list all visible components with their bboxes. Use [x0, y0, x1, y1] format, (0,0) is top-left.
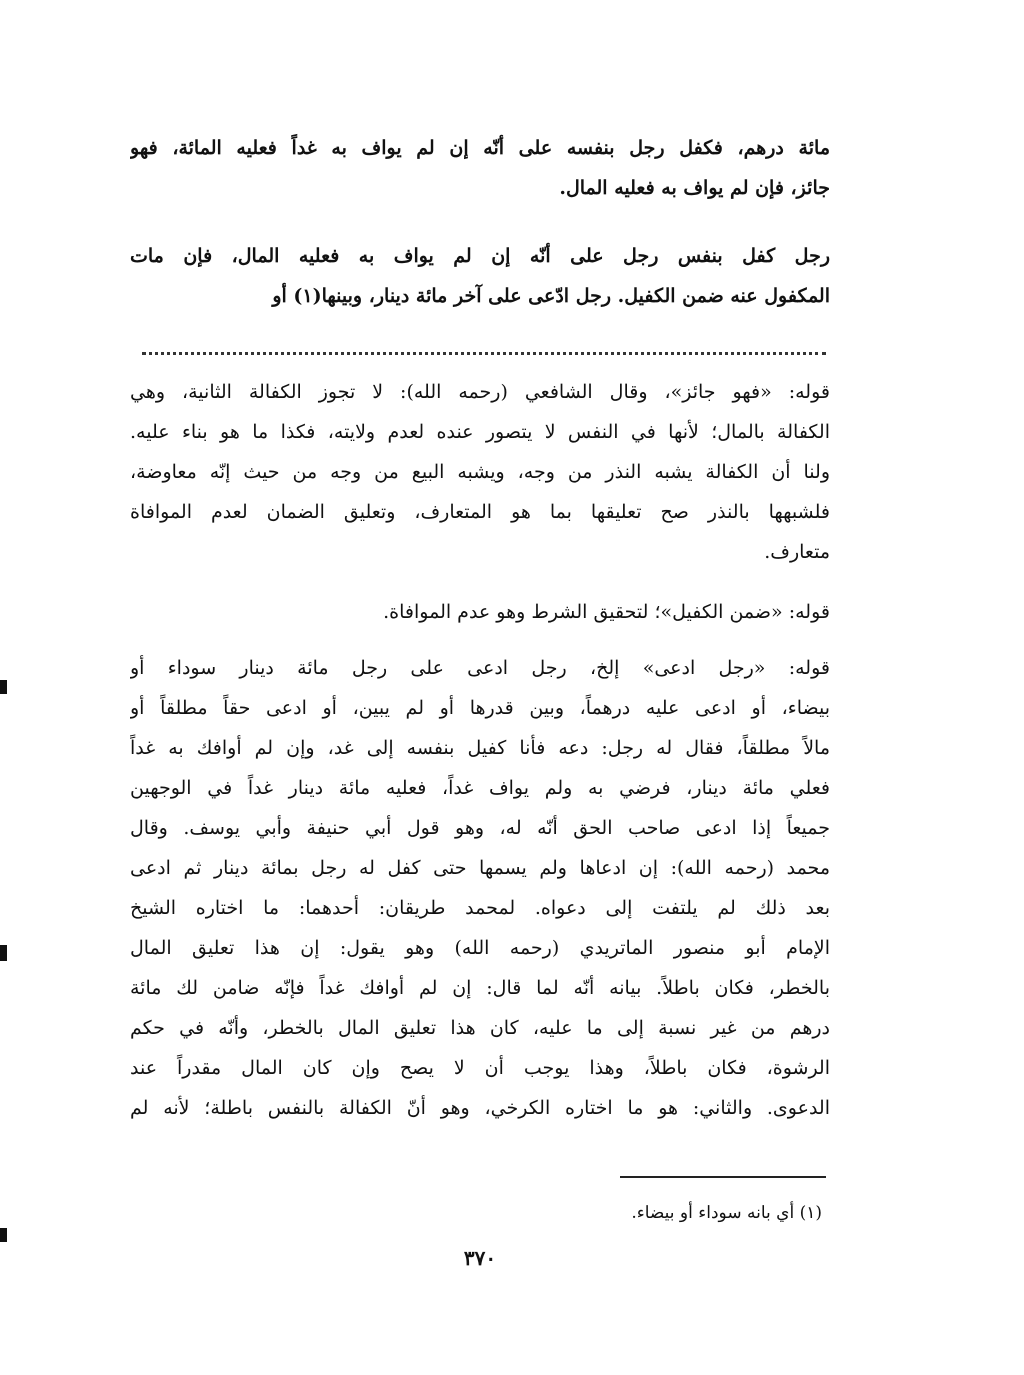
scan-edge-mark — [0, 680, 7, 694]
text-line: درهم من غير نسبة إلى ما عليه، كان هذا تعليق المال بالخطر، وأنّه في حكم — [130, 1017, 830, 1039]
scan-edge-mark — [0, 945, 7, 961]
footnote-rule — [620, 1176, 826, 1178]
text-line: فعلي مائة دينار، فرضي به ولم يواف غداً، فعليه مائة دينار غداً في الوجهين — [130, 777, 830, 799]
text-line: متعارف. — [764, 541, 830, 563]
commentary-paragraph-3 — [130, 648, 830, 1128]
main-paragraph-1 — [130, 128, 830, 208]
commentary-paragraph-1 — [130, 372, 830, 572]
text-line: الرشوة، فكان باطلاً، وهذا يوجب أن لا يصح وإن كان المال مقدراً عند — [130, 1057, 830, 1079]
text-line: مائة درهم، فكفل رجل بنفسه على أنّه إن لم يواف به غداً فعليه المائة، فهو — [130, 137, 830, 159]
dotted-separator — [142, 352, 826, 355]
text-line: الإمام أبو منصور الماتريدي (رحمه الله) وهو يقول: إن هذا تعليق المال — [130, 937, 830, 959]
footnote: (١) أي بانه سوداء أو بيضاء. — [631, 1203, 822, 1223]
text-line: قوله: «رجل ادعى» إلخ، رجل ادعى على رجل مائة دينار سوداء أو — [130, 657, 830, 679]
text-line: جائز، فإن لم يواف به فعليه المال. — [559, 177, 830, 199]
text-line: الدعوى. والثاني: هو ما اختاره الكرخي، وهو أنّ الكفالة بالنفس باطلة؛ لأنه لم — [130, 1097, 830, 1119]
text-line: المكفول عنه ضمن الكفيل. رجل ادّعى على آخر مائة دينار، وبينها(١) أو — [272, 285, 830, 307]
text-line: بيضاء، أو ادعى عليه درهماً، وبين قدرها أو لم يبين، أو ادعى حقاً مطلقاً أو — [130, 697, 830, 719]
commentary-paragraph-2 — [130, 592, 830, 632]
text-line: جميعاً إذا ادعى صاحب الحق أنّه له، وهو قول أبي حنيفة وأبي يوسف. وقال — [130, 817, 830, 839]
text-line: بعد ذلك لم يلتفت إلى دعواه. لمحمد طريقان: أحدهما: ما اختاره الشيخ — [130, 897, 830, 919]
text-line: فلشبهها بالنذر صح تعليقها بما هو المتعارف، وتعليق الضمان لعدم الموافاة — [130, 501, 830, 523]
page-number: ٣٧٠ — [463, 1246, 497, 1270]
text-line: محمد (رحمه الله): إن ادعاها ولم يسمها حتى كفل له رجل بمائة دينار ثم ادعى — [130, 857, 830, 879]
text-line: رجل كفل بنفس رجل على أنّه إن لم يواف به فعليه المال، فإن مات — [130, 245, 830, 267]
text-line: الكفالة بالمال؛ لأنها في النفس لا يتصور عنده لعدم ولايته، فكذا ما هو بناء عليه. — [130, 421, 830, 443]
text-line: قوله: «ضمن الكفيل»؛ لتحقيق الشرط وهو عدم الموافاة. — [383, 601, 830, 623]
text-line: بالخطر، فكان باطلاً. بيانه أنّه لما قال: إن لم أوافك غداً فإنّه ضامن لك مائة — [130, 977, 830, 999]
text-line: قوله: «فهو جائز»، وقال الشافعي (رحمه الله): لا تجوز الكفالة الثانية، وهي — [130, 381, 830, 403]
document-page — [130, 0, 830, 1375]
scan-edge-mark — [0, 1228, 7, 1242]
text-line: مالاً مطلقاً، فقال له رجل: دعه فأنا كفيل بنفسه إلى غد، وإن لم أوافك به غداً — [130, 737, 830, 759]
main-paragraph-2 — [130, 236, 830, 316]
text-line: ولنا أن الكفالة يشبه النذر من وجه، ويشبه البيع من وجه من حيث إنّه معاوضة، — [130, 461, 830, 483]
